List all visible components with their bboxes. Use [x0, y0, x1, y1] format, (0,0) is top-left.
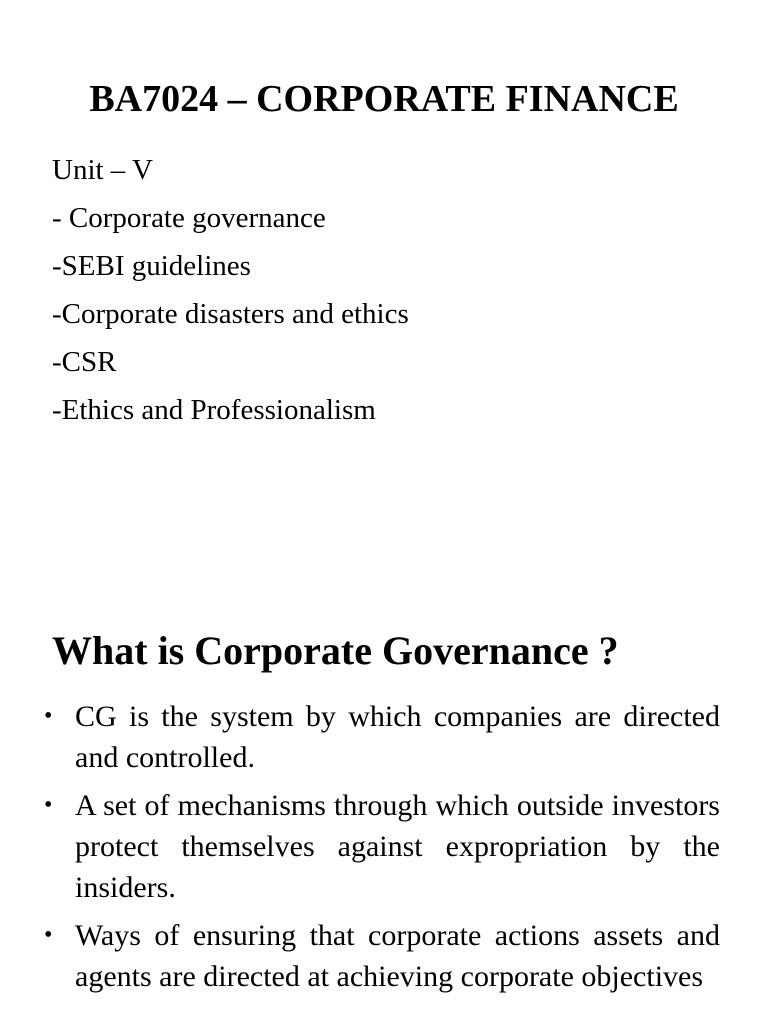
topic-item: -CSR: [52, 346, 117, 378]
topic-list: [52, 146, 409, 434]
topic-item: - Corporate governance: [52, 202, 326, 234]
bullet-icon: •: [44, 922, 53, 948]
bullet-item: [44, 696, 720, 778]
topic-item: -Ethics and Professionalism: [52, 394, 376, 426]
bullet-item: [44, 915, 720, 997]
bullet-text: A set of mechanisms through which outside investors protect themselves against expropriation by the insiders.: [75, 789, 720, 904]
bullet-text: Ways of ensuring that corporate actions assets and agents are directed at achieving corporate objectives: [75, 919, 720, 993]
topic-item: -SEBI guidelines: [52, 250, 251, 282]
bullet-icon: •: [44, 703, 53, 729]
topic-item: -Corporate disasters and ethics: [52, 298, 409, 330]
unit-heading: Unit – V: [52, 154, 153, 186]
slide-cg-definition: [0, 560, 768, 1024]
slide-title: BA7024 – CORPORATE FINANCE: [89, 78, 679, 120]
definition-bullet-list: [44, 696, 720, 1004]
bullet-item: [44, 785, 720, 908]
bullet-icon: •: [44, 792, 53, 818]
bullet-text: CG is the system by which companies are directed and controlled.: [75, 700, 720, 774]
slide-title: What is Corporate Governance ?: [52, 628, 619, 673]
